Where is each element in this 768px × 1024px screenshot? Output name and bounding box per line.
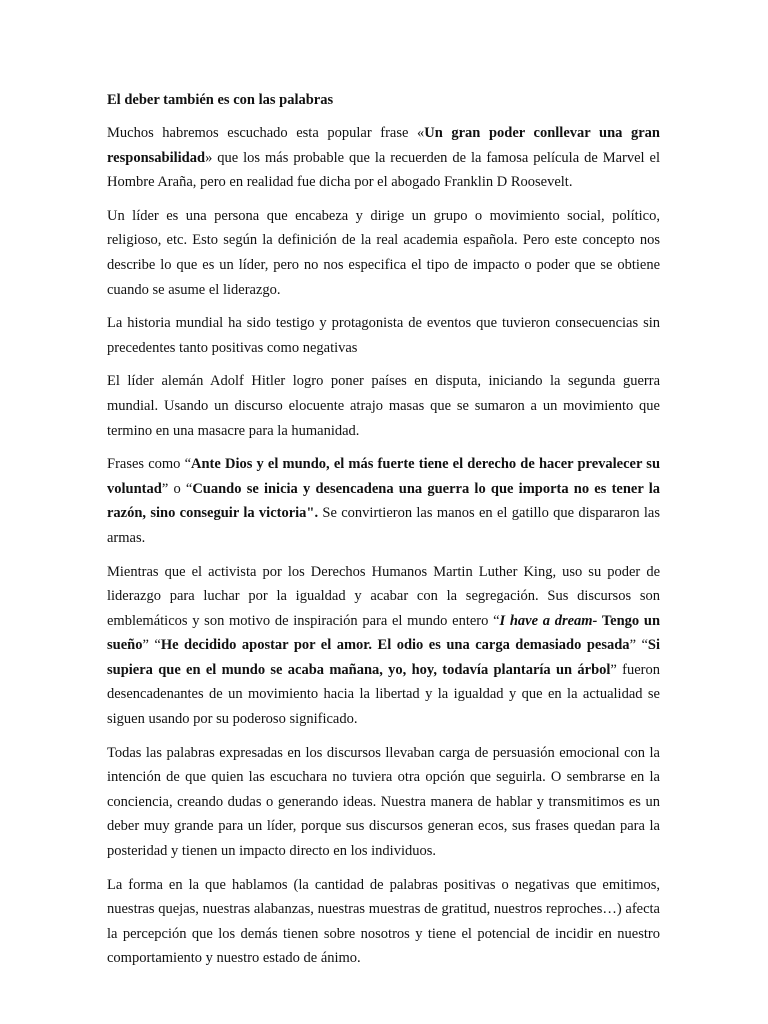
paragraph: [107, 560, 660, 732]
paragraph: [107, 204, 660, 302]
text-run: » que los más probable que la recuerden de la famosa película de Marvel el Hombre Araña, pero en realidad fue dicha por el abogado Franklin D Roosevelt.: [107, 149, 660, 191]
paragraph: [107, 311, 660, 360]
text-run: ” fueron desencadenantes de un movimiento hacia la libertad y la igualdad y que en la actualidad se siguen usando por su poderoso significado.: [107, 661, 660, 728]
text-run: Mientras que el activista por los Derechos Humanos Martin Luther King, uso su poder de liderazgo para luchar por la igualdad y acabar con la segregación. Sus discursos son emblemáticos y son motivo de inspiración para el mundo entero “: [107, 563, 660, 629]
text-run: ” “: [629, 637, 648, 654]
text-run: La historia mundial ha sido testigo y protagonista de eventos que tuvieron consecuencias sin precedentes tanto positivas como negativas: [107, 315, 660, 356]
paragraph: [107, 741, 660, 864]
emphasized-text: Un gran poder conllevar una gran responsabilidad: [107, 125, 660, 166]
emphasized-text: [500, 613, 598, 629]
document-body: [107, 88, 660, 980]
text-run: Frases como “: [107, 456, 192, 473]
text-run: Todas las palabras expresadas en los discursos llevaban carga de persuasión emocional con la intención de que quien las escuchara no tuviera otra opción que seguirla. O sembrarse en la conciencia, creando dudas o generando ideas. Nuestra manera de hablar y transmitimos es un deber muy grande para un líder, porque sus discursos generan ecos, sus frases quedan para la posteridad y tienen un impacto directo en los individuos.: [107, 744, 660, 860]
paragraph: [107, 121, 660, 195]
text-run: Un líder es una persona que encabeza y dirige un grupo o movimiento social, político, religioso, etc. Esto según la definición de la real academia española. Pero este concepto nos describe lo que es un líder, pero no nos especifica el tipo de impacto o poder que se obtiene cuando se asume el liderazgo.: [107, 207, 660, 298]
emphasized-text: Si supiera que en el mundo se acaba mañana, yo, hoy, todavía plantaría un árbol: [107, 637, 661, 678]
emphasized-text: Tengo un sueño: [107, 612, 661, 654]
emphasized-text: Ante Dios y el mundo, el más fuerte tiene el derecho de hacer prevalecer su voluntad: [107, 456, 661, 497]
emphasized-text: Cuando se inicia y desencadena una guerra lo que importa no es tener la razón, sino conseguir la victoria".: [107, 480, 660, 522]
text-run: El líder alemán Adolf Hitler logro poner países en disputa, iniciando la segunda guerra mundial. Usando un discurso elocuente atrajo masas que se sumaron a un movimiento que termino en una masacre para la humanidad.: [107, 373, 660, 439]
text-run: Se convirtieron las manos en el gatillo que dispararon las armas.: [107, 505, 660, 546]
document-title: El deber también es con las palabras: [107, 92, 334, 108]
text-run: ” “: [142, 637, 161, 654]
text-run: La forma en la que hablamos (la cantidad de palabras positivas o negativas que emitimos, nuestras quejas, nuestras alabanzas, nuestras muestras de gratitud, nuestros reproches…) afecta la percepción que los demás tienen sobre nosotros y tiene el potencial de incidir en nuestro comportamiento y nuestro estado de ánimo.: [107, 876, 660, 967]
paragraph-list: [107, 121, 660, 971]
emphasized-text: He decidido apostar por el amor. El odio es una carga demasiado pesada: [160, 637, 630, 654]
text-run: ” o “: [161, 480, 193, 497]
paragraph: [107, 369, 660, 443]
paragraph: [107, 452, 660, 550]
text-run: Muchos habremos escuchado esta popular frase «: [107, 125, 425, 141]
paragraph: [107, 873, 660, 971]
italic-text: I have a dream-: [499, 612, 598, 629]
